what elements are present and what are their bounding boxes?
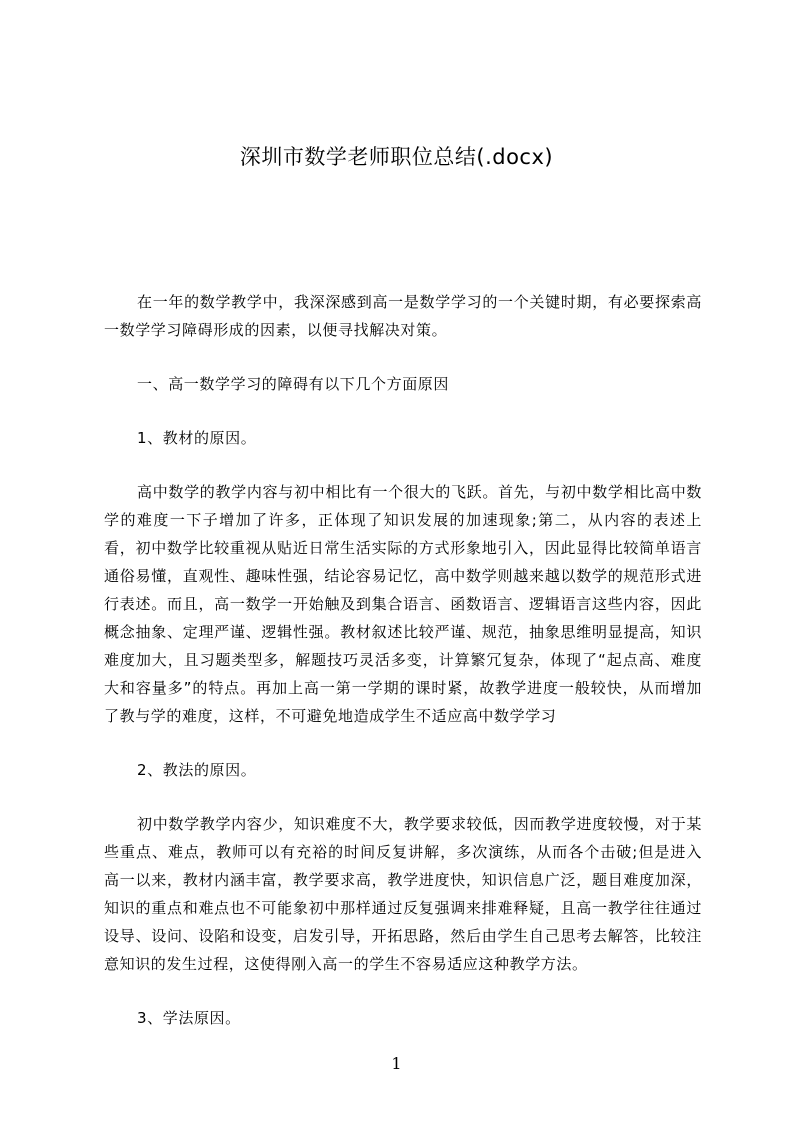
intro-paragraph: 在一年的数学教学中，我深深感到高一是数学学习的一个关键时期，有必要探索高一数学学习障碍形成的因素，以便寻找解决对策。 — [104, 293, 702, 339]
item-body-2: 初中数学教学内容少，知识难度不大，教学要求较低，因而教学进度较慢，对于某些重点、难点，教师可以有充裕的时间反复讲解，多次演练，从而各个击破;但是进入高一以来，教材内涵丰富，教学要求高，教学进度快，知识信息广泛，题目难度加深，知识的重点和难点也不可能象初中那样通过反复强调来排难释疑，且高一教学往往通过设导、设问、设陷和设变，启发引导，开拓思路，然后由学生自己思考去解答，比较注意知识的发生过程，这使得刚入高一的学生不容易适应这种教学方法。 — [104, 815, 702, 973]
item-heading-1: 1、教材的原因。 — [137, 429, 257, 447]
page-number: 1 — [391, 1054, 402, 1073]
document-title: 深圳市数学老师职位总结(.docx) — [239, 145, 554, 169]
item-heading-2: 2、教法的原因。 — [137, 761, 257, 779]
item-heading-3: 3、学法原因。 — [137, 1009, 241, 1027]
item-body-1: 高中数学的教学内容与初中相比有一个很大的飞跃。首先，与初中数学相比高中数学的难度一下子增加了许多，正体现了知识发展的加速现象;第二，从内容的表述上看，初中数学比较重视从贴近日常生活实际的方式形象地引入，因此显得比较简单语言通俗易懂，直观性、趣味性强，结论容易记忆，高中数学则越来越以数学的规范形式进行表述。而且，高一数学一开始触及到集合语言、函数语言、逻辑语言这些内容，因此概念抽象、定理严谨、逻辑性强。教材叙述比较严谨、规范，抽象思维明显提高，知识难度加大，且习题类型多，解题技巧灵活多变，计算繁冗复杂，体现了“起点高、难度大和容量多”的特点。再加上高一第一学期的课时紧，故教学进度一般较快，从而增加了教与学的难度，这样，不可避免地造成学生不适应高中数学学习 — [104, 483, 702, 725]
document-body — [104, 288, 702, 1058]
section-heading-1: 一、高一数学学习的障碍有以下几个方面原因 — [137, 375, 450, 393]
